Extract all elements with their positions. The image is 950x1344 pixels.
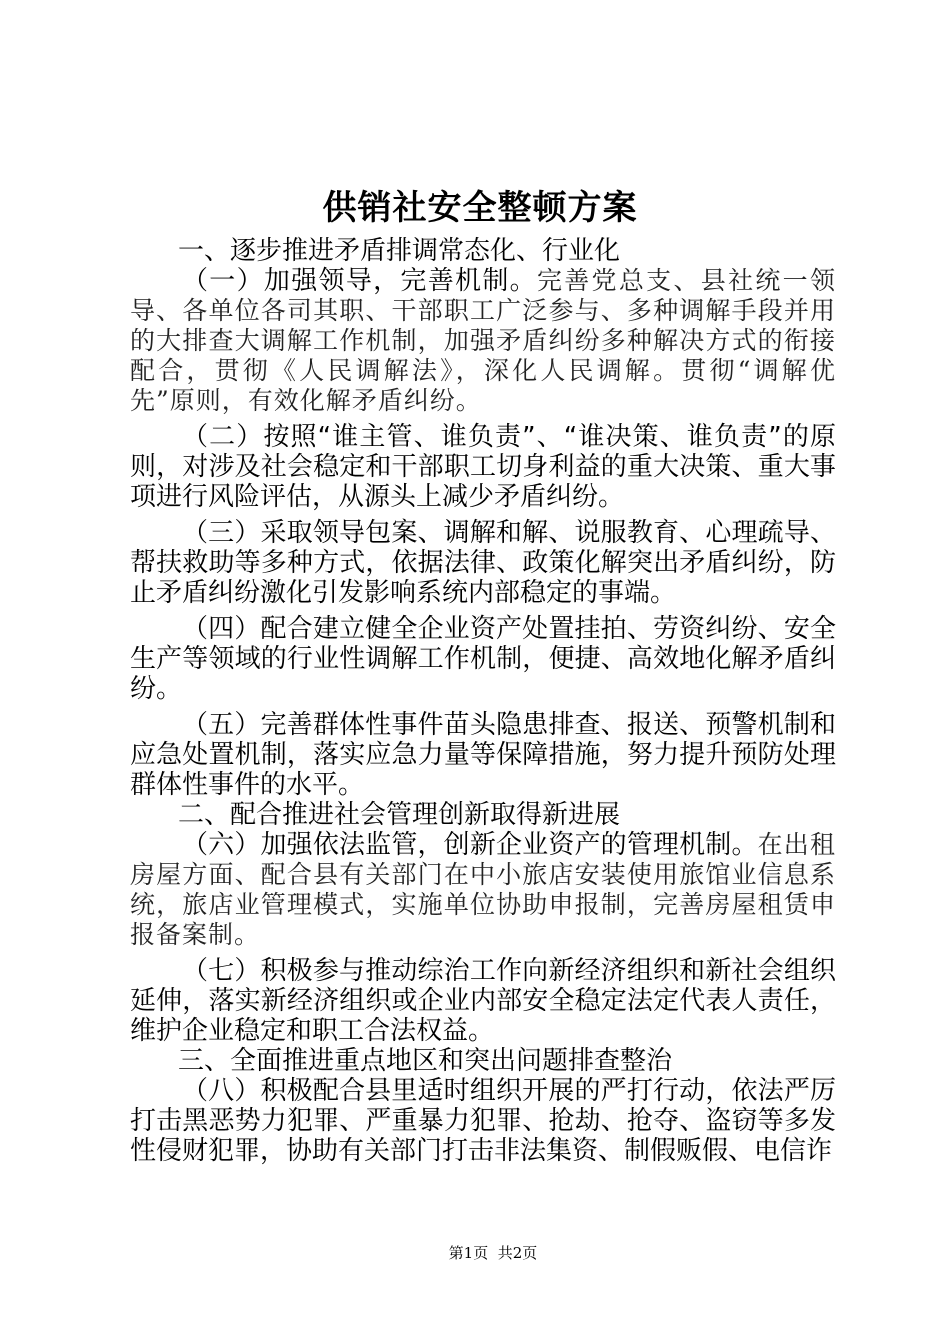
- paragraph: [130, 956, 836, 1046]
- paragraph-text: （四）配合建立健全企业资产处置挂拍、劳资纠纷、安全生产等领域的行业性调解工作机制，便捷、高效地化解矛盾纠纷。: [130, 614, 836, 704]
- paragraph: [130, 830, 836, 950]
- paragraph: [130, 266, 836, 416]
- section-heading: 二、配合推进社会管理创新取得新进展: [178, 800, 621, 830]
- document-title: 供销社安全整顿方案: [322, 188, 638, 228]
- paragraph-text: （五）完善群体性事件苗头隐患排查、报送、预警机制和应急处置机制，落实应急力量等保障措施，努力提升预防处理群体性事件的水平。: [130, 710, 836, 800]
- section-heading: 三、全面推进重点地区和突出问题排查整治: [178, 1046, 673, 1076]
- paragraph: [130, 518, 836, 608]
- section-heading: 一、逐步推进矛盾排调常态化、行业化: [178, 236, 621, 266]
- paragraph-text: 在出租房屋方面、配合县有关部门在中小旅店安装使用旅馆业信息系统，旅店业管理模式，实施单位协助申报制，完善房屋租赁申报备案制。: [130, 830, 836, 949]
- paragraph-text: （八）积极配合县里适时组织开展的严打行动，依法严厉打击黑恶势力犯罪、严重暴力犯罪、抢劫、抢夺、盗窃等多发性侵财犯罪，协助有关部门打击非法集资、制假贩假、电信诈: [130, 1076, 836, 1166]
- paragraph: [130, 422, 836, 512]
- paragraph: [130, 710, 836, 800]
- paragraph-text: （二）按照“谁主管、谁负责”、“谁决策、谁负责”的原则，对涉及社会稳定和干部职工切身利益的重大决策、重大事项进行风险评估，从源头上减少矛盾纠纷。: [130, 422, 836, 512]
- paragraph-lead: （一）加强领导，完善机制。: [182, 266, 537, 296]
- paragraph: [130, 1076, 836, 1166]
- document-body: [130, 236, 836, 1166]
- page-total: 共2页: [497, 1244, 538, 1262]
- paragraph-text: 完善党总支、县社统一领导、各单位各司其职、干部职工广泛参与、多种调解手段并用的大排查大调解工作机制，加强矛盾纠纷多种解决方式的衔接配合，贯彻《人民调解法》，深化人民调解。贯彻“调解优先”原则，有效化解矛盾纠纷。: [130, 266, 836, 415]
- paragraph-text: （七）积极参与推动综治工作向新经济组织和新社会组织延伸，落实新经济组织或企业内部安全稳定法定代表人责任，维护企业稳定和职工合法权益。: [130, 956, 836, 1046]
- page-number: 第1页: [448, 1244, 489, 1262]
- paragraph-text: （三）采取领导包案、调解和解、说服教育、心理疏导、帮扶救助等多种方式，依据法律、政策化解突出矛盾纠纷，防止矛盾纠纷激化引发影响系统内部稳定的事端。: [130, 518, 836, 608]
- paragraph: [130, 614, 836, 704]
- page-footer: [0, 1243, 950, 1263]
- paragraph-lead: （六）加强依法监管，创新企业资产的管理机制。: [182, 830, 758, 860]
